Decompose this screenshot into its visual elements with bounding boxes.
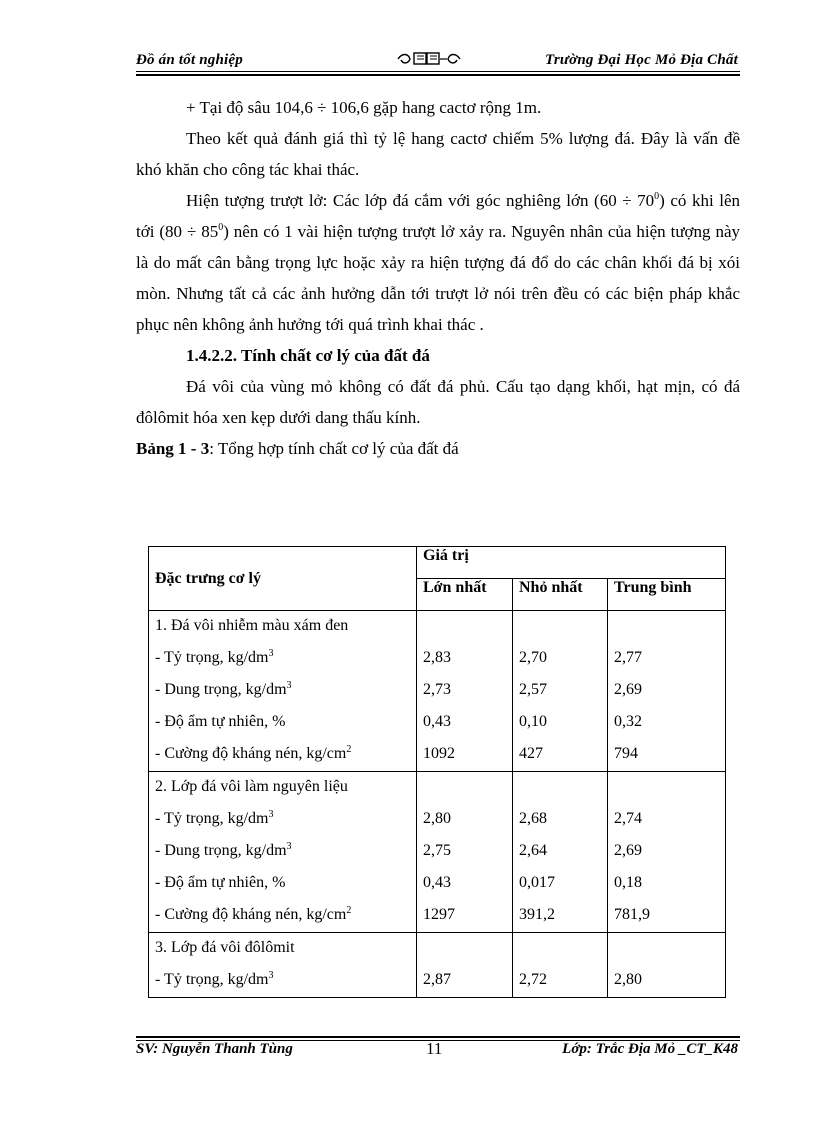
body-text bbox=[136, 92, 740, 464]
header-property: Đặc trưng cơ lý bbox=[149, 547, 417, 611]
paragraph-cave-ratio: Theo kết quả đánh giá thì tỷ lệ hang cactơ chiếm 5% lượng đá. Đây là vấn đề khó khăn cho công tác khai thác. bbox=[136, 129, 740, 179]
group-3-max bbox=[417, 933, 513, 998]
cell-value: 2,74 bbox=[614, 810, 642, 827]
table-group-1 bbox=[149, 611, 726, 772]
cell-value: 0,18 bbox=[614, 874, 642, 891]
paragraph-limestone: Đá vôi của vùng mỏ không có đất đá phủ. Cấu tạo dạng khối, hạt mịn, có đá đôlômit hóa xen kẹp dưới dang thấu kính. bbox=[136, 377, 740, 427]
page-number: 11 bbox=[426, 1039, 443, 1058]
row-label: - Dung trọng, $kg/dm^3$ bbox=[155, 680, 292, 698]
paragraph-landslide bbox=[136, 185, 740, 340]
cell-value: 794 bbox=[614, 745, 638, 762]
cell-value: 781,9 bbox=[614, 906, 650, 923]
row-label: - Tỷ trọng, $kg/dm^3$ bbox=[155, 970, 274, 988]
table-caption bbox=[136, 433, 740, 464]
table-group-3 bbox=[149, 933, 726, 998]
cell-value: 2,80 bbox=[423, 810, 451, 827]
properties-table bbox=[148, 546, 726, 998]
group-1-avg bbox=[608, 611, 726, 772]
group-2-min bbox=[513, 772, 608, 933]
group-title: 2. Lớp đá vôi làm nguyên liệu bbox=[155, 778, 348, 795]
cell-value: 2,87 bbox=[423, 971, 451, 988]
cell-value: 2,80 bbox=[614, 971, 642, 988]
cell-value: 2,57 bbox=[519, 681, 547, 698]
header-right-text: Trường Đại Học Mỏ Địa Chất bbox=[545, 52, 738, 68]
page-footer bbox=[136, 1036, 740, 1066]
cell-value: 0,017 bbox=[519, 874, 555, 891]
caption-label: Bảng 1 - 3 bbox=[136, 439, 210, 458]
row-label: - Tỷ trọng, $kg/dm^3$ bbox=[155, 648, 274, 666]
cell-value: 391,2 bbox=[519, 906, 555, 923]
landslide-text-1: Hiện tượng trượt lở: Các lớp đá cắm với góc nghiêng lớn (60 ÷ 70 bbox=[186, 191, 655, 210]
paragraph-cave-depth: + Tại độ sâu 104,6 ÷ 106,6 gặp hang cactơ rộng 1m. bbox=[186, 98, 542, 117]
header-rule bbox=[136, 71, 740, 72]
group-3-labels bbox=[149, 933, 417, 998]
group-2-labels bbox=[149, 772, 417, 933]
cell-value: 1092 bbox=[423, 745, 455, 762]
footer-rule-thick bbox=[136, 1036, 740, 1038]
group-2-max bbox=[417, 772, 513, 933]
header-rule-thick bbox=[136, 74, 740, 76]
cell-value: 1297 bbox=[423, 906, 455, 923]
header-avg: Trung bình bbox=[608, 579, 726, 611]
row-label: - Cường độ kháng nén, $kg/cm^2$ bbox=[155, 744, 352, 762]
cell-value: 2,77 bbox=[614, 649, 642, 666]
landslide-text-2: ) có khi lên tới (80 ÷ 85 bbox=[136, 191, 741, 241]
group-3-avg bbox=[608, 933, 726, 998]
group-title: 3. Lớp đá vôi đôlômit bbox=[155, 939, 295, 956]
caption-text: : Tổng hợp tính chất cơ lý của đất đá bbox=[209, 439, 459, 458]
cell-value: 2,83 bbox=[423, 649, 451, 666]
section-heading: 1.4.2.2. Tính chất cơ lý của đất đá bbox=[186, 346, 430, 365]
row-label: - Độ ẩm tự nhiên, % bbox=[155, 874, 286, 891]
row-label: - Độ ẩm tự nhiên, % bbox=[155, 713, 286, 730]
cell-value: 2,69 bbox=[614, 681, 642, 698]
cell-value: 0,43 bbox=[423, 713, 451, 730]
cell-value: 2,72 bbox=[519, 971, 547, 988]
table-header-row bbox=[149, 547, 726, 579]
cell-value: 2,70 bbox=[519, 649, 547, 666]
header-value-group: Giá trị bbox=[417, 547, 726, 579]
book-ornament-icon bbox=[394, 50, 464, 68]
cell-value: 2,73 bbox=[423, 681, 451, 698]
footer-student: SV: Nguyễn Thanh Tùng bbox=[136, 1041, 293, 1057]
group-1-min bbox=[513, 611, 608, 772]
cell-value: 427 bbox=[519, 745, 543, 762]
group-2-avg bbox=[608, 772, 726, 933]
cell-value: 2,64 bbox=[519, 842, 547, 859]
group-3-min bbox=[513, 933, 608, 998]
group-1-max bbox=[417, 611, 513, 772]
cell-value: 0,32 bbox=[614, 713, 642, 730]
table-group-2 bbox=[149, 772, 726, 933]
header-left-text: Đồ án tốt nghiệp bbox=[136, 52, 243, 68]
header-min: Nhỏ nhất bbox=[513, 579, 608, 611]
cell-value: 2,68 bbox=[519, 810, 547, 827]
row-label: - Dung trọng, $kg/dm^3$ bbox=[155, 841, 292, 859]
cell-value: 0,10 bbox=[519, 713, 547, 730]
page-header bbox=[136, 50, 740, 74]
landslide-text-3: ) nên có 1 vài hiện tượng trượt lở xảy ra. Nguyên nhân của hiện tượng này là do mất cân bằng trọng lực hoặc xảy ra hiện tượng đá đổ do các chân khối đá bị xói mòn. Nhưng tất cả các ảnh hưởng dẫn tới trượt lở nói trên đều có các biện pháp khắc phục nên không ảnh hưởng tới quá trình khai thác . bbox=[136, 222, 740, 334]
row-label: - Tỷ trọng, $kg/dm^3$ bbox=[155, 809, 274, 827]
header-max: Lớn nhất bbox=[417, 579, 513, 611]
group-1-labels bbox=[149, 611, 417, 772]
group-title: 1. Đá vôi nhiễm màu xám đen bbox=[155, 617, 349, 634]
footer-class: Lớp: Trắc Địa Mỏ _CT_K48 bbox=[562, 1041, 738, 1057]
cell-value: 2,75 bbox=[423, 842, 451, 859]
degree-mark: 0 bbox=[654, 191, 660, 202]
degree-mark: 0 bbox=[218, 222, 224, 233]
cell-value: 0,43 bbox=[423, 874, 451, 891]
cell-value: 2,69 bbox=[614, 842, 642, 859]
row-label: - Cường độ kháng nén, $kg/cm^2$ bbox=[155, 905, 352, 923]
